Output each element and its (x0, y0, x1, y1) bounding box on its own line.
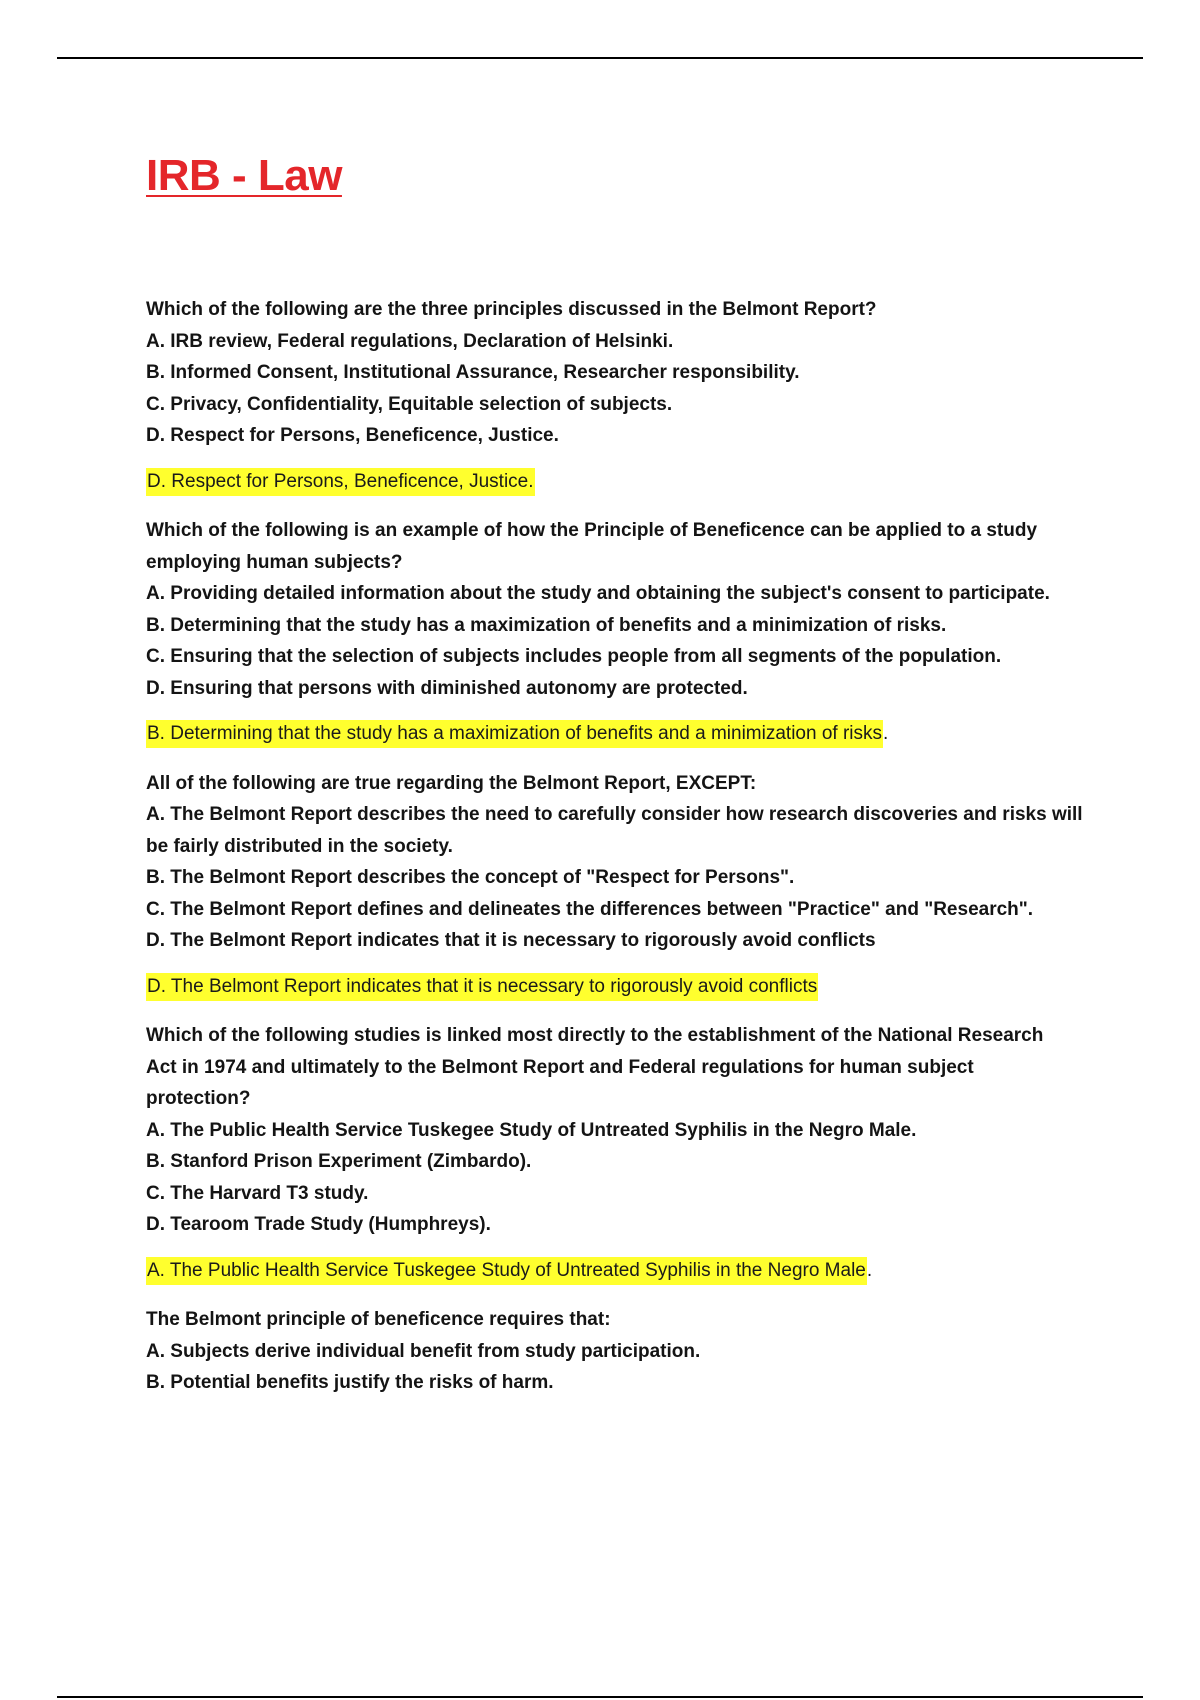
document-body (146, 150, 1096, 1399)
answer-option: A. The Public Health Service Tuskegee Study of Untreated Syphilis in the Negro Male. (146, 1119, 917, 1141)
document-title: IRB - Law (146, 151, 342, 200)
answer-option: A. Subjects derive individual benefit from study participation. (146, 1340, 701, 1362)
answer-option: B. Stanford Prison Experiment (Zimbardo). (146, 1151, 532, 1172)
answer-option: D. The Belmont Report indicates that it is necessary to rigorously avoid conflicts (146, 930, 876, 951)
correct-answer (146, 1255, 1096, 1287)
header-rule (57, 57, 1143, 59)
highlighted-answer: A. The Public Health Service Tuskegee Study of Untreated Syphilis in the Negro Male (146, 1257, 867, 1285)
answer-option: D. Tearoom Trade Study (Humphreys). (146, 1214, 491, 1235)
answer-option: A. The Belmont Report describes the need to carefully consider how research discoveries and risks will (146, 804, 1083, 825)
answer-option: C. Ensuring that the selection of subjects includes people from all segments of the population. (146, 646, 1002, 667)
question-block (146, 294, 1096, 497)
answer-option: A. Providing detailed information about the study and obtaining the subject's consent to participate. (146, 583, 1050, 604)
question-stem: Act in 1974 and ultimately to the Belmont Report and Federal regulations for human subject (146, 1056, 974, 1078)
question-block (146, 1020, 1096, 1286)
answer-option: B. Determining that the study has a maximization of benefits and a minimization of risks. (146, 614, 947, 636)
answer-option: C. Privacy, Confidentiality, Equitable selection of subjects. (146, 393, 673, 415)
answer-option: D. Ensuring that persons with diminished autonomy are protected. (146, 677, 748, 699)
answer-option: B. Potential benefits justify the risks of harm. (146, 1372, 554, 1393)
correct-answer (146, 971, 1096, 1003)
answer-option: B. The Belmont Report describes the concept of "Respect for Persons". (146, 867, 795, 888)
question-stem: Which of the following studies is linked most directly to the establishment of the National Research (146, 1025, 1044, 1046)
answer-option: D. Respect for Persons, Beneficence, Justice. (146, 425, 559, 446)
highlighted-answer: D. The Belmont Report indicates that it is necessary to rigorously avoid conflicts (146, 973, 818, 1001)
footer-rule (57, 1696, 1143, 1698)
answer-suffix: . (866, 1259, 873, 1281)
question-block (146, 515, 1096, 750)
answer-option: C. The Harvard T3 study. (146, 1182, 369, 1204)
answer-option: A. IRB review, Federal regulations, Declaration of Helsinki. (146, 330, 674, 352)
question-block (146, 1304, 1096, 1399)
question-stem: employing human subjects? (146, 551, 403, 573)
answer-option: be fairly distributed in the society. (146, 835, 453, 857)
question-stem: protection? (146, 1088, 251, 1109)
answer-option: C. The Belmont Report defines and delineates the differences between "Practice" and "Research". (146, 898, 1034, 920)
question-stem: Which of the following is an example of how the Principle of Beneficence can be applied to a study (146, 520, 1038, 541)
answer-option: B. Informed Consent, Institutional Assurance, Researcher responsibility. (146, 362, 800, 383)
question-stem: Which of the following are the three principles discussed in the Belmont Report? (146, 299, 877, 320)
highlighted-answer: D. Respect for Persons, Beneficence, Justice. (146, 468, 535, 496)
correct-answer (146, 718, 1096, 750)
correct-answer (146, 466, 1096, 498)
highlighted-answer: B. Determining that the study has a maximization of benefits and a minimization of risks (146, 720, 883, 748)
answer-suffix: . (883, 723, 889, 744)
question-stem: All of the following are true regarding the Belmont Report, EXCEPT: (146, 772, 757, 794)
question-stem: The Belmont principle of beneficence requires that: (146, 1309, 611, 1330)
question-block (146, 768, 1096, 1003)
